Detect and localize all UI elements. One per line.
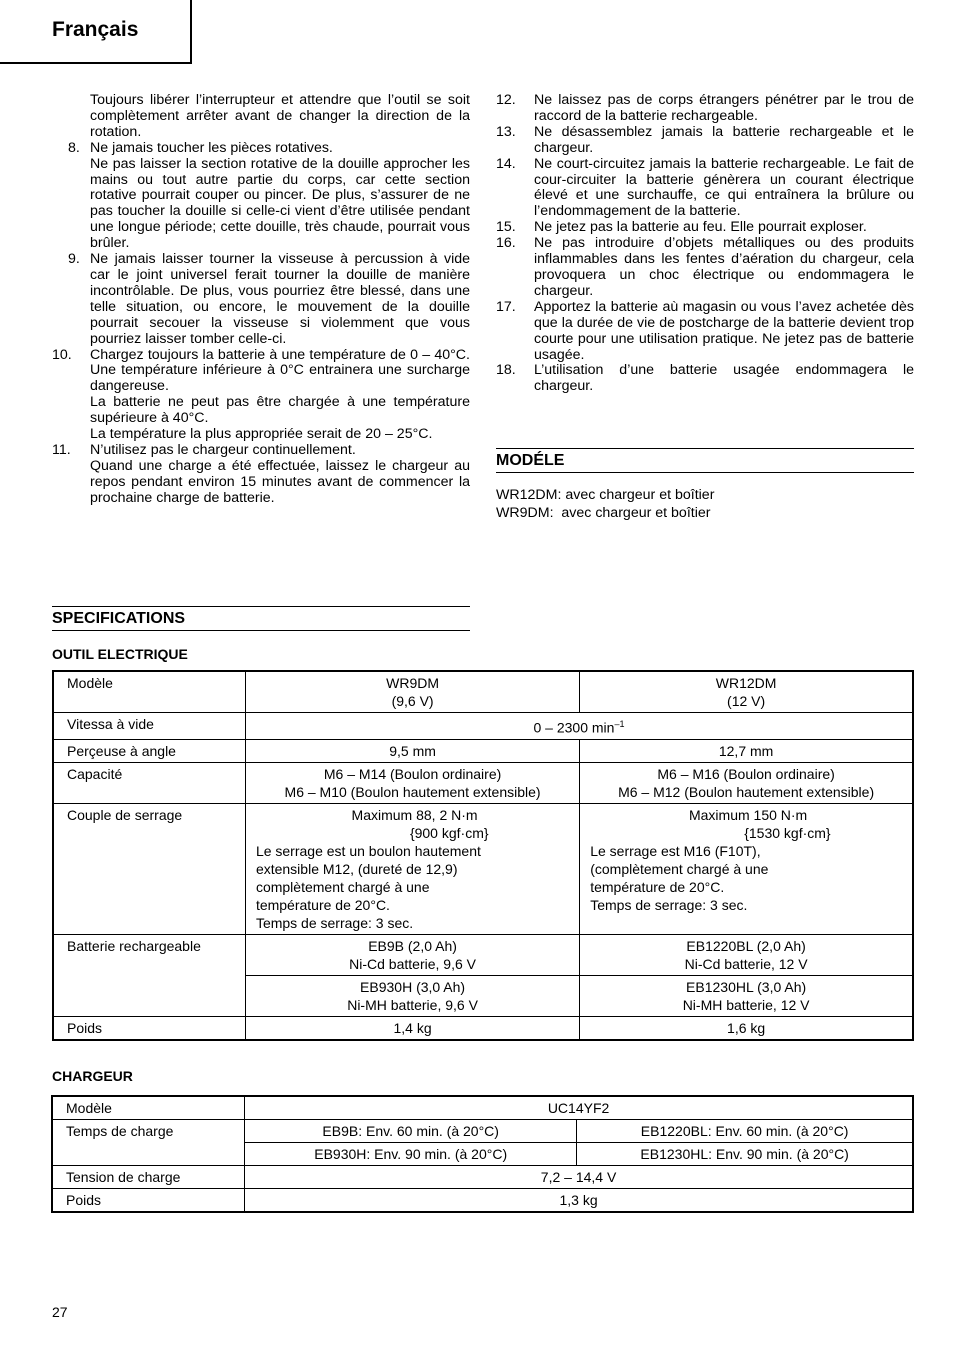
right-column	[496, 93, 914, 395]
table-row: Poids 1,3 kg	[52, 1189, 913, 1213]
table-row: Modèle UC14YF2	[52, 1096, 913, 1120]
tool-spec-table	[52, 670, 914, 1041]
table-row: Couple de serrage Maximum 88, 2 N·m {900 kgf·cm} Le serrage est un boulon hautement extensible M12, (dureté de 12,9) complètement chargé à une température de 20°C. Temps de serrage: 3 sec. Maximum 150 N·m {1530 kgf·cm} Le serrage est M16 (F10T), (complètement chargé à une température de 20°C. Temps de serrage: 3 sec.	[53, 803, 913, 934]
table-row: EB930H: Env. 90 min. (à 20°C) EB1230HL: Env. 90 min. (à 20°C)	[52, 1143, 913, 1166]
list-item-15: 15. Ne jetez pas la batterie au feu. Elle pourrait exploser.	[496, 219, 867, 236]
language-tab	[0, 0, 192, 64]
tool-subheading: OUTIL ELECTRIQUE	[52, 646, 188, 662]
charger-spec-table	[51, 1095, 914, 1213]
table-row: Batterie rechargeable EB9B (2,0 Ah) Ni-Cd batterie, 9,6 V EB1220BL (2,0 Ah) Ni-Cd batterie, 12 V	[53, 934, 913, 975]
charger-subheading: CHARGEUR	[52, 1068, 133, 1084]
page-number: 27	[52, 1304, 68, 1320]
language-label: Français	[52, 18, 139, 41]
list-item-12: 12. Ne laissez pas de corps étrangers pénétrer par le trou de raccord de la batterie rechargeable.	[496, 92, 914, 124]
table-row: Perçeuse à angle 9,5 mm 12,7 mm	[53, 739, 913, 762]
table-row: Vitessa à vide 0 – 2300 $\min^{-1}$	[53, 713, 913, 740]
table-row: Poids 1,4 kg 1,6 kg	[53, 1016, 913, 1040]
table-row: Modèle WR9DM (9,6 V) WR12DM (12 V)	[53, 671, 913, 713]
list-item-17: 17. Apportez la batterie aù magasin ou vous l’avez achetée dès que la durée de vie de postcharge de la batterie devient trop courte pour une utilisation pratique. Ne jetez pas de batterie usagée.	[496, 298, 914, 363]
list-item-8: 8. Ne jamais toucher les pièces rotatives. Ne pas laisser la section rotative de la douille approcher les mains ou tout autre partie du corps, car cette section rotative pourrait couper ou pincer. De plus, s’assurer de ne pas toucher la douille si celle-ci vient d’être utilisée pendant une longue période; cette douille, très chaude, pourrait vous brûler.	[68, 139, 470, 252]
modele-lines: WR12DM: avec chargeur et boîtier WR9DM: avec chargeur et boîtier	[496, 487, 715, 521]
list-item-11: 11. N’utilisez pas le chargeur continuellement. Quand une charge a été effectuée, laissez le chargeur au repos pendant environ 15 minutes avant de commencer la prochaine charge de batterie.	[52, 441, 470, 506]
table-row: Capacité M6 – M14 (Boulon ordinaire) M6 – M10 (Boulon hautement extensible) M6 – M16 (Boulon ordinaire) M6 – M12 (Boulon hautement extensible)	[53, 762, 913, 803]
specifications-heading: SPECIFICATIONS	[52, 606, 470, 631]
list-item-14: 14. Ne court-circuitez jamais la batterie rechargeable. Le fait de cour-circuiter la batterie génèrera un courant électrique élevé et une surchauffe, ce qui entraînera la brûlure ou l’endommagement de la batterie.	[496, 155, 914, 220]
left-column	[52, 93, 470, 507]
table-row: Temps de charge EB9B: Env. 60 min. (à 20°C) EB1220BL: Env. 60 min. (à 20°C)	[52, 1120, 913, 1143]
list-item-10: 10. Chargez toujours la batterie à une température de 0 – 40°C. Une température inférieure à 0°C entrainera une surcharge dangereuse. La batterie ne peut pas être chargée à une température supérieure à 40°C. La température la plus appropriée serait de 20 – 25°C.	[52, 346, 470, 443]
list-item-18: 18. L’utilisation d’une batterie usagée endommagera le chargeur.	[496, 362, 914, 395]
table-row: Tension de charge 7,2 – 14,4 V	[52, 1166, 913, 1189]
list-item-13: 13. Ne désassemblez jamais la batterie rechargeable et le chargeur.	[496, 123, 914, 156]
table-row: EB930H (3,0 Ah) Ni-MH batterie, 9,6 V EB1230HL (3,0 Ah) Ni-MH batterie, 12 V	[53, 975, 913, 1016]
list-item	[52, 93, 470, 141]
continuation-text: Toujours libérer l’interrupteur et attendre que l’outil se soit complètement arrêter avant de changer la direction de la rotation.	[90, 92, 470, 140]
modele-heading: MODÉLE	[496, 448, 914, 473]
list-item-9: 9. Ne jamais laisser tourner la visseuse à percussion à vide car le joint universel ferait tourner la douille de manière incontrôlable. De plus, vous pourriez être blessé, dans une telle situation, ou encore, le mouvement de la douille pourrait secouer la visseuse si violemment que vous pourriez laisser tomber celle-ci.	[68, 251, 470, 347]
list-item-16: 16. Ne pas introduire d’objets métalliques ou des produits inflammables dans les fentes d’aération du chargeur, cela provoquera un choc électrique ou endommagera le chargeur.	[496, 235, 914, 299]
